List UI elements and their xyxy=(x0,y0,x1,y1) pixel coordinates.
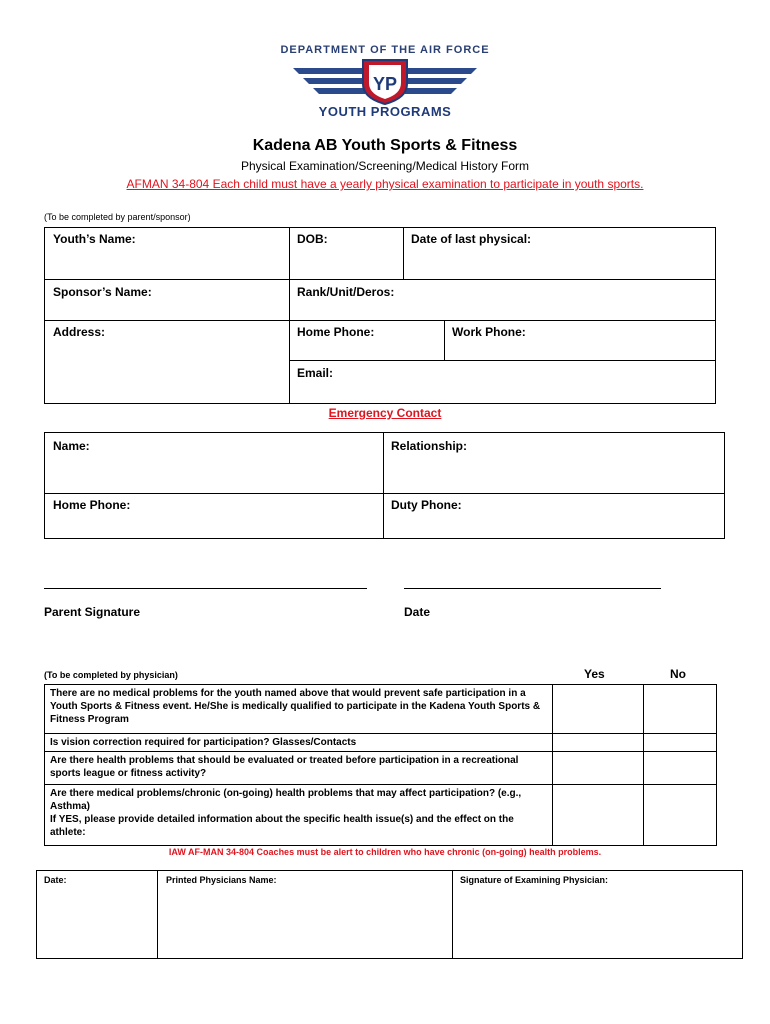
emergency-box xyxy=(44,432,725,539)
logo-letters: YP xyxy=(372,74,398,94)
physician-sign-box xyxy=(36,870,743,959)
youth-info-box xyxy=(44,227,716,404)
department-text: DEPARTMENT OF THE AIR FORCE xyxy=(280,44,490,56)
yes-cell[interactable] xyxy=(553,752,644,785)
no-cell[interactable] xyxy=(644,785,717,846)
dob-field[interactable]: DOB: xyxy=(297,232,328,246)
question-3: Are there health problems that should be evaluated or treated before participation in a recreational sports league or fitness activity? xyxy=(45,752,553,785)
parent-signature-line[interactable] xyxy=(44,588,367,589)
afman-notice: AFMAN 34-804 Each child must have a yearly physical examination to participate in youth sports. xyxy=(126,177,644,191)
table-row xyxy=(45,685,717,734)
address-field[interactable]: Address: xyxy=(53,325,106,339)
rank-unit-deros-field[interactable]: Rank/Unit/Deros: xyxy=(297,285,395,299)
physician-signature-field[interactable]: Signature of Examining Physician: xyxy=(460,875,609,885)
printed-name-field[interactable]: Printed Physicians Name: xyxy=(166,875,277,885)
yes-cell[interactable] xyxy=(553,785,644,846)
table-row xyxy=(45,785,717,846)
yes-cell[interactable] xyxy=(553,734,644,752)
sponsor-name-field[interactable]: Sponsor’s Name: xyxy=(53,285,152,299)
question-4a: Are there medical problems/chronic (on-going) health problems that may affect participation? (e.g., Asthma) xyxy=(50,788,522,812)
question-4b: If YES, please provide detailed information about the specific health issue(s) and the effect on the athlete: xyxy=(50,814,514,838)
page-subtitle: Physical Examination/Screening/Medical History Form xyxy=(240,159,530,173)
yes-header: Yes xyxy=(584,667,605,681)
no-cell[interactable] xyxy=(644,752,717,785)
date-line[interactable] xyxy=(404,588,661,589)
date-label: Date xyxy=(404,605,431,619)
question-2: Is vision correction required for participation? Glasses/Contacts xyxy=(45,734,553,752)
email-field[interactable]: Email: xyxy=(297,366,334,380)
table-row xyxy=(45,734,717,752)
yes-cell[interactable] xyxy=(553,685,644,734)
work-phone-field[interactable]: Work Phone: xyxy=(452,325,526,339)
physician-questions-table xyxy=(44,684,717,846)
question-1: There are no medical problems for the youth named above that would prevent safe participation in a Youth Sports & Fitness event. He/She is medically qualified to participate in the Kadena Youth Sports & Fitness Program xyxy=(45,685,553,734)
no-cell[interactable] xyxy=(644,685,717,734)
page-title: Kadena AB Youth Sports & Fitness xyxy=(252,137,518,154)
physician-note: (To be completed by physician) xyxy=(44,670,178,680)
youth-name-field[interactable]: Youth’s Name: xyxy=(53,232,136,246)
last-physical-field[interactable]: Date of last physical: xyxy=(411,232,532,246)
physician-date-field[interactable]: Date: xyxy=(44,875,67,885)
youth-programs-text: YOUTH PROGRAMS xyxy=(318,104,452,119)
relationship-field[interactable]: Relationship: xyxy=(391,439,468,453)
emergency-home-phone-field[interactable]: Home Phone: xyxy=(53,498,131,512)
no-cell[interactable] xyxy=(644,734,717,752)
emergency-heading: Emergency Contact xyxy=(328,406,442,420)
no-header: No xyxy=(670,667,686,681)
parent-signature-label: Parent Signature xyxy=(44,605,141,619)
parent-note: (To be completed by parent/sponsor) xyxy=(44,212,191,222)
youth-programs-logo xyxy=(285,56,485,106)
question-4 xyxy=(45,785,553,846)
emergency-name-field[interactable]: Name: xyxy=(53,439,90,453)
table-row xyxy=(45,752,717,785)
duty-phone-field[interactable]: Duty Phone: xyxy=(391,498,462,512)
home-phone-field[interactable]: Home Phone: xyxy=(297,325,375,339)
coach-alert: IAW AF-MAN 34-804 Coaches must be alert to children who have chronic (on-going) health problems. xyxy=(168,847,602,857)
